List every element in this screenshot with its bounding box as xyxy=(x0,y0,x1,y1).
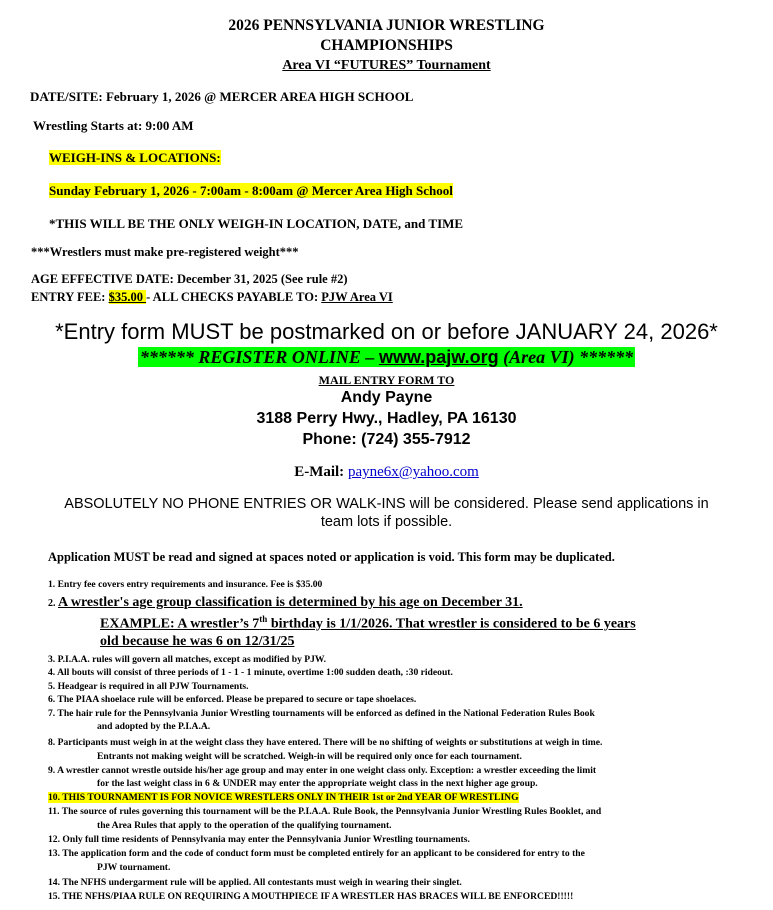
register-url-link[interactable]: www.pajw.org xyxy=(378,347,499,367)
only-weighin-note: *THIS WILL BE THE ONLY WEIGH-IN LOCATION, DATE, and TIME xyxy=(49,216,464,231)
rule-8-cont: Entrants not making weight will be scratched. Weigh-in will be required only once for each tournament. xyxy=(97,751,522,762)
rule-2-example: EXAMPLE: A wrestler’s 7th birthday is 1/1/2026. That wrestler is considered to be 6 years xyxy=(100,614,636,632)
start-time: Wrestling Starts at: 9:00 AM xyxy=(33,118,194,133)
rule-9-cont: for the last weight class in 6 & UNDER may enter the appropriate weight class in the next higher age group. xyxy=(97,778,538,789)
rule-8: 8. Participants must weigh in at the weight class they have entered. There will be no shifting of weights or substitutions at weigh in time. xyxy=(48,737,603,748)
contact-email: E-Mail: payne6x@yahoo.com xyxy=(294,464,479,480)
rule-11-cont: the Area Rules that apply to the operation of the qualifying tournament. xyxy=(97,820,392,831)
rule-5: 5. Headgear is required in all PJW Tournaments. xyxy=(48,681,249,692)
title-line-1: 2026 PENNSYLVANIA JUNIOR WRESTLING xyxy=(228,17,545,34)
title-line-2: CHAMPIONSHIPS xyxy=(320,37,453,54)
rule-13: 13. The application form and the code of conduct form must be completed entirely for an applicant to be considered for entry to the xyxy=(48,848,585,859)
rule-13-cont: PJW tournament. xyxy=(97,862,171,873)
date-site: DATE/SITE: February 1, 2026 @ MERCER AREA HIGH SCHOOL xyxy=(30,89,414,104)
contact-address: 3188 Perry Hwy., Hadley, PA 16130 xyxy=(256,410,517,427)
rule-11: 11. The source of rules governing this tournament will be the P.I.A.A. Rule Book, the Pennsylvania Junior Wrestling Rules Booklet, and xyxy=(48,806,602,817)
age-effective-date: AGE EFFECTIVE DATE: December 31, 2025 (See rule #2) xyxy=(31,272,348,286)
rule-9: 9. A wrestler cannot wrestle outside his/her age group and may enter in one weight class only. Exception: a wrestler exceeding the limit xyxy=(48,765,597,776)
application-note: Application MUST be read and signed at spaces noted or application is void. This form may be duplicated. xyxy=(48,550,615,564)
rule-12: 12. Only full time residents of Pennsylvania may enter the Pennsylvania Junior Wrestling tournaments. xyxy=(48,834,470,845)
rule-7: 7. The hair rule for the Pennsylvania Junior Wrestling tournaments will be enforced as defined in the National Federation Rules Book xyxy=(48,708,595,719)
contact-name: Andy Payne xyxy=(340,389,433,406)
notice-line-2: team lots if possible. xyxy=(320,514,453,530)
rule-6: 6. The PIAA shoelace rule will be enforced. Please be prepared to secure or tape shoelaces. xyxy=(48,694,417,705)
mail-heading: MAIL ENTRY FORM TO xyxy=(318,373,455,387)
title-line-3 xyxy=(0,58,773,74)
email-link[interactable]: payne6x@yahoo.com xyxy=(347,464,479,480)
rule-2-example-cont: old because he was 6 on 12/31/25 xyxy=(100,634,295,649)
rule-10: 10. THIS TOURNAMENT IS FOR NOVICE WRESTLERS ONLY IN THEIR 1st or 2nd YEAR OF WRESTLING xyxy=(48,792,519,803)
rule-15: 15. THE NFHS/PIAA RULE ON REQUIRING A MOUTHPIECE IF A WRESTLER HAS BRACES WILL BE ENFORCED!!!!! xyxy=(48,891,574,902)
contact-phone: Phone: (724) 355-7912 xyxy=(302,431,471,448)
notice-line-1: ABSOLUTELY NO PHONE ENTRIES OR WALK-INS will be considered. Please send applications in xyxy=(64,496,709,512)
entry-fee: ENTRY FEE: $35.00 - ALL CHECKS PAYABLE TO: PJW Area VI xyxy=(31,290,393,304)
area-title: Area VI “FUTURES” Tournament xyxy=(282,58,491,73)
payable-to: PJW Area VI xyxy=(321,290,393,304)
postmark-deadline: *Entry form MUST be postmarked on or before JANUARY 24, 2026* xyxy=(55,319,718,344)
entry-fee-amount: $35.00 xyxy=(108,290,147,304)
rule-7-cont: and adopted by the P.I.A.A. xyxy=(97,721,211,732)
preregistered-note: ***Wrestlers must make pre-registered weight*** xyxy=(31,245,299,259)
rule-1: 1. Entry fee covers entry requirements and insurance. Fee is $35.00 xyxy=(48,579,323,590)
rule-4: 4. All bouts will consist of three periods of 1 - 1 - 1 minute, overtime 1:00 sudden death, :30 rideout. xyxy=(48,667,453,678)
rule-3: 3. P.I.A.A. rules will govern all matches, except as modified by PJW. xyxy=(48,654,327,665)
weighin-detail: Sunday February 1, 2026 - 7:00am - 8:00am @ Mercer Area High School xyxy=(49,183,453,198)
register-online: ****** REGISTER ONLINE – www.pajw.org (Area VI) ****** xyxy=(139,347,634,367)
rule-2: 2. A wrestler's age group classification is determined by his age on December 31. xyxy=(48,595,523,610)
weighin-heading: WEIGH-INS & LOCATIONS: xyxy=(49,150,221,165)
rule-14: 14. The NFHS undergarment rule will be applied. All contestants must weigh in wearing their singlet. xyxy=(48,877,462,888)
